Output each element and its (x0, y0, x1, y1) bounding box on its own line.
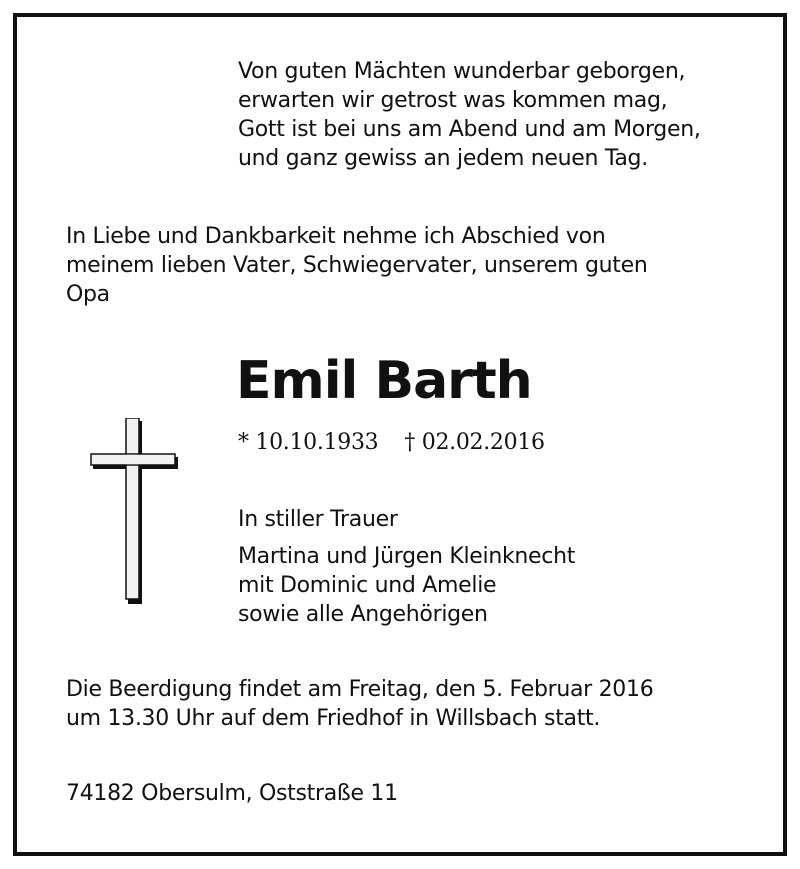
poem (238, 57, 701, 173)
mourner-line: mit Dominic und Amelie (238, 573, 497, 598)
deceased-name: Emil Barth (236, 351, 532, 411)
mourner-line: Martina und Jürgen Kleinknecht (238, 544, 576, 569)
poem-line: Von guten Mächten wunderbar geborgen, (238, 59, 686, 84)
death-date: † 02.02.2016 (404, 430, 545, 455)
poem-line: und ganz gewiss an jedem neuen Tag. (238, 146, 648, 171)
life-dates (238, 428, 545, 457)
intro-line: Opa (66, 282, 110, 307)
funeral-notice (66, 675, 653, 733)
address: 74182 Obersulm, Oststraße 11 (66, 781, 398, 806)
mourners (238, 505, 575, 629)
mourning-heading: In stiller Trauer (238, 507, 398, 532)
farewell-intro (66, 222, 648, 309)
funeral-line: Die Beerdigung findet am Freitag, den 5. Februar 2016 (66, 677, 654, 702)
intro-line: In Liebe und Dankbarkeit nehme ich Abschied von (66, 224, 606, 249)
poem-line: erwarten wir getrost was kommen mag, (238, 88, 668, 113)
funeral-line: um 13.30 Uhr auf dem Friedhof in Willsbach statt. (66, 706, 601, 731)
intro-line: meinem lieben Vater, Schwiegervater, unserem guten (66, 253, 648, 278)
mourner-line: sowie alle Angehörigen (238, 602, 488, 627)
birth-date: * 10.10.1933 (238, 430, 379, 455)
cross-icon (90, 418, 180, 604)
poem-line: Gott ist bei uns am Abend und am Morgen, (238, 117, 701, 142)
